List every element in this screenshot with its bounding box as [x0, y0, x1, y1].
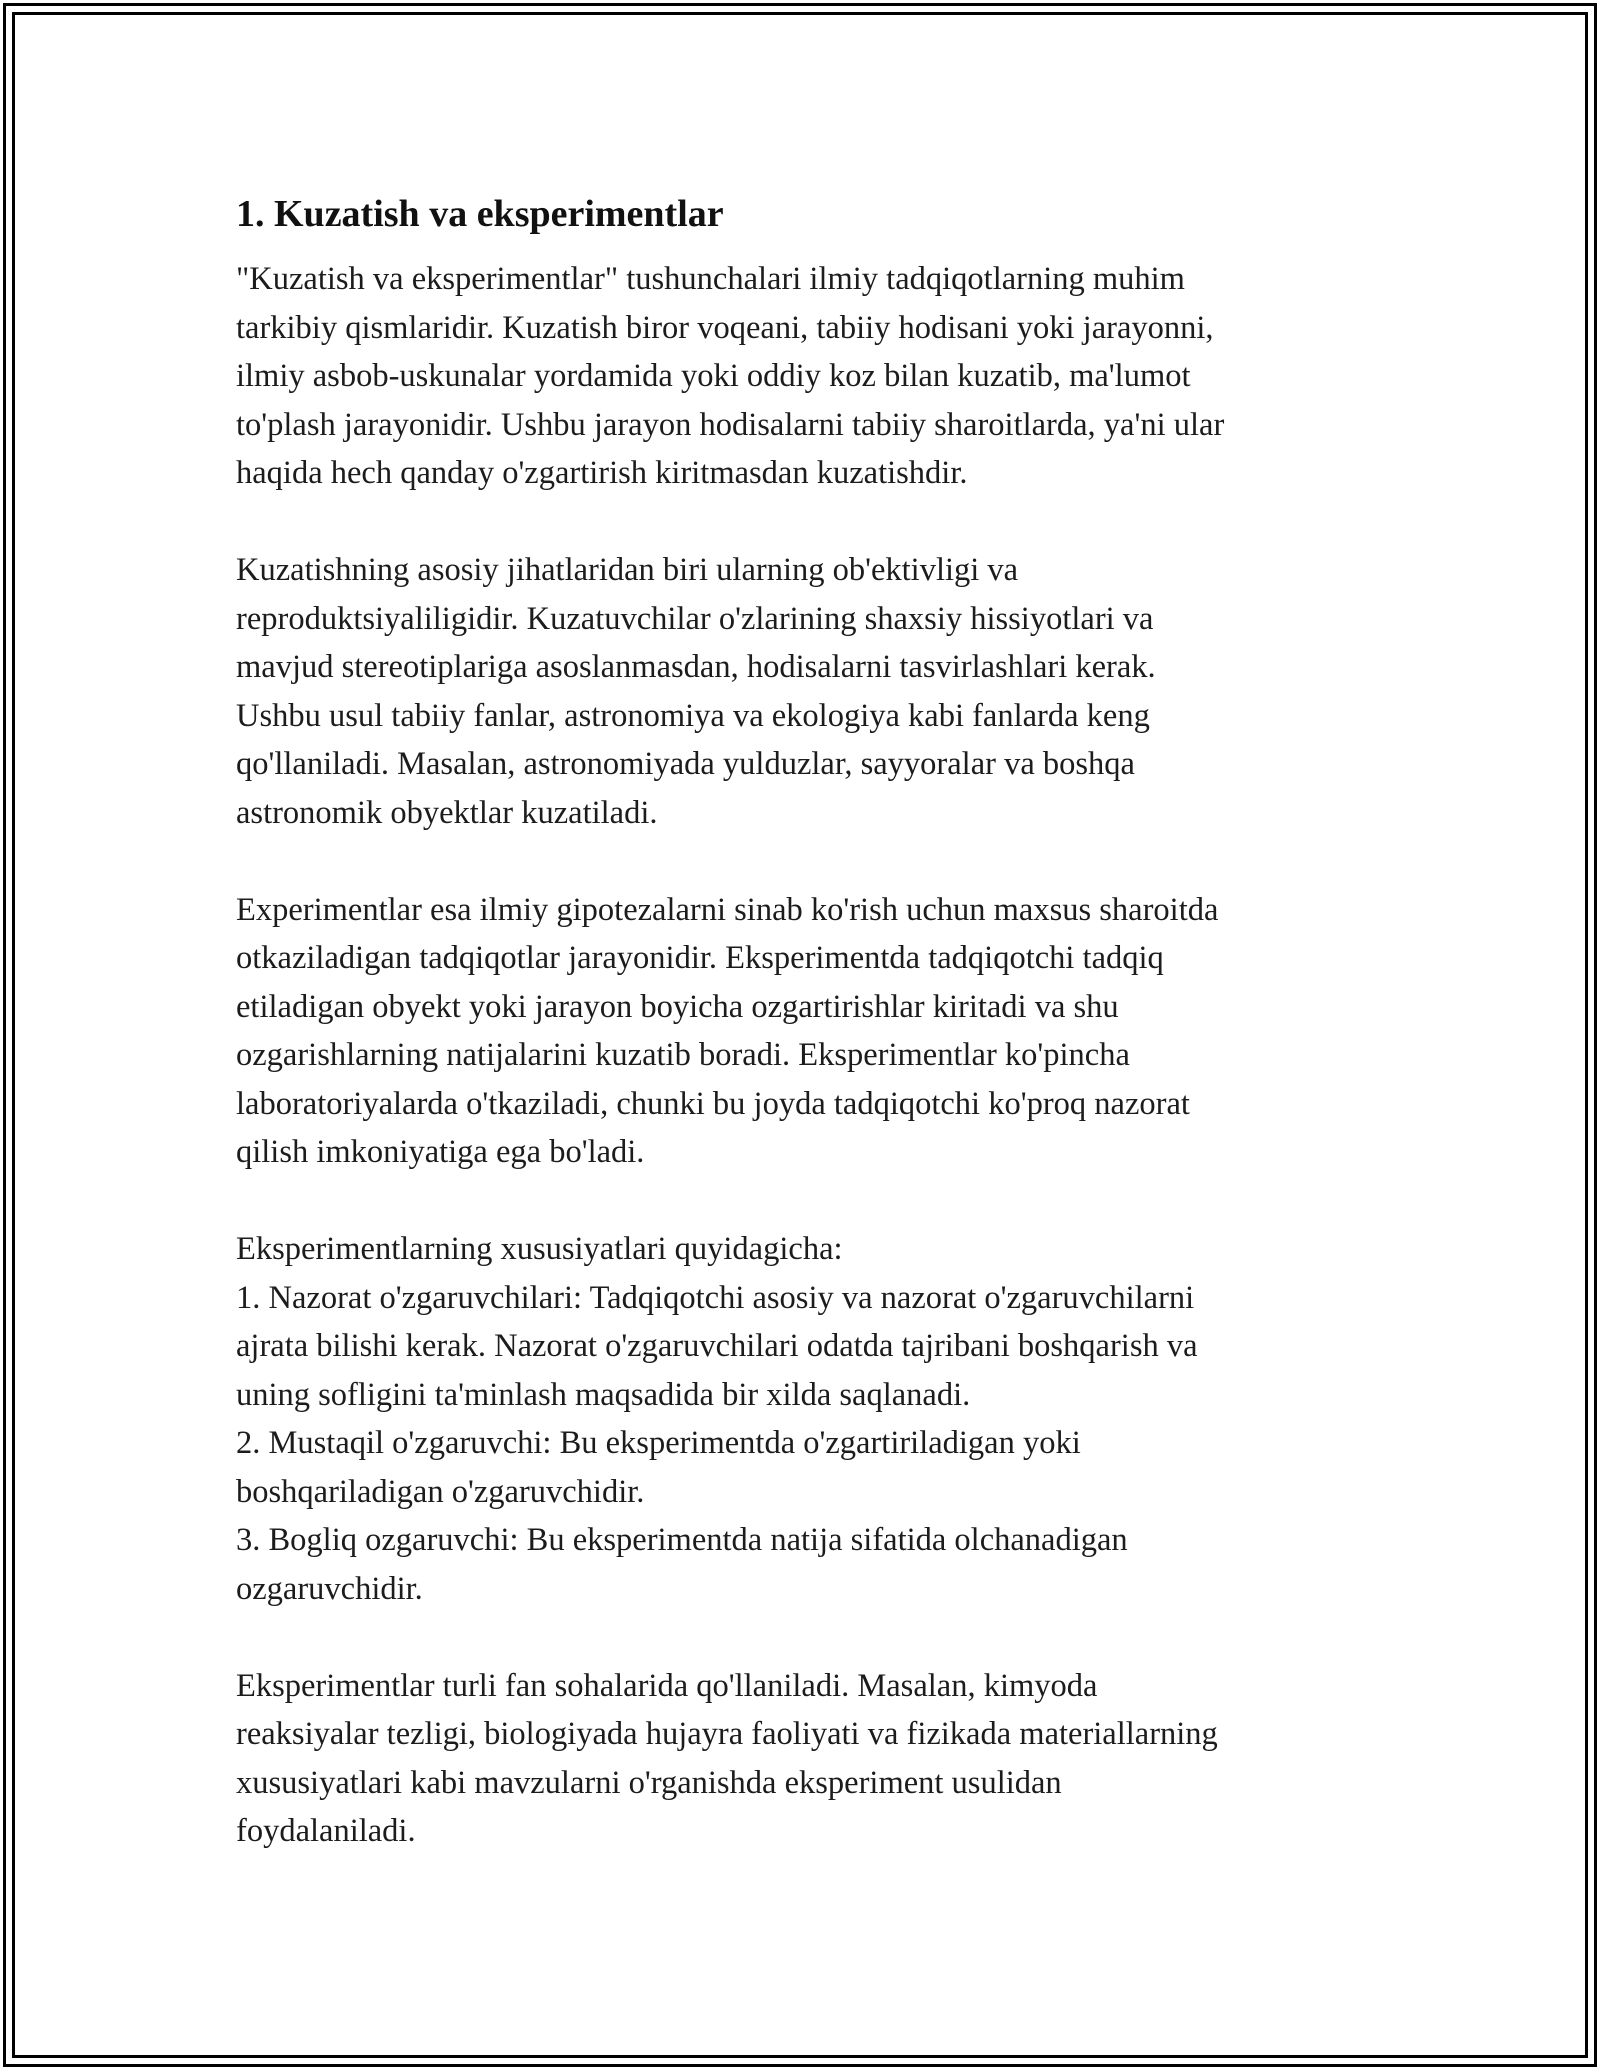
paragraph-spacer [236, 498, 1396, 547]
document-body [236, 183, 1396, 1856]
list-item: 2. Mustaqil o'zgaruvchi: Bu eksperimentda o'zgartiriladigan yoki boshqariladigan o'zgaruvchidir. [236, 1425, 1081, 1510]
paragraph-experiments-intro: Experimentlar esa ilmiy gipotezalarni sinab ko'rish uchun maxsus sharoitda otkaziladigan tadqiqotlar jarayonidir. Eksperimentda tadqiqotchi tadqiq etiladigan obyekt yoki jarayon boyicha ozgartirishlar kiritadi va shu ozgarishlarning natijalarini kuzatib boradi. Eksperimentlar ko'pincha laboratoriyalarda o'tkaziladi, chunki bu joyda tadqiqotchi ko'proq nazorat qilish imkoniyatiga ega bo'ladi. [236, 891, 1219, 1170]
section-heading: 1. Kuzatish va eksperimentlar [236, 193, 724, 235]
list-item: 1. Nazorat o'zgaruvchilari: Tadqiqotchi asosiy va nazorat o'zgaruvchilarni ajrata bilishi kerak. Nazorat o'zgaruvchilari odatda tajribani boshqarish va uning sofligini ta'minlash maqsadida bir xilda saqlanadi. [236, 1279, 1198, 1413]
list-item: 3. Bogliq ozgaruvchi: Bu eksperimentda natija sifatida olchanadigan ozgaruvchidir. [236, 1522, 1128, 1607]
paragraph-observation-objectivity: Kuzatishning asosiy jihatlaridan biri ularning ob'ektivligi va reproduktsiyaliligidir. Kuzatuvchilar o'zlarining shaxsiy hissiyotlari va mavjud stereotiplariga asoslanmasdan, hodisalarni tasvirlashlari kerak. Ushbu usul tabiiy fanlar, astronomiya va ekologiya kabi fanlarda keng qo'llaniladi. Masalan, astronomiyada yulduzlar, sayyoralar va boshqa astronomik obyektlar kuzatiladi. [236, 552, 1156, 831]
list-intro: Eksperimentlarning xususiyatlari quyidagicha: [236, 1231, 843, 1267]
paragraph-experiment-fields: Eksperimentlar turli fan sohalarida qo'llaniladi. Masalan, kimyoda reaksiyalar tezligi, biologiyada hujayra faoliyati va fizikada materiallarning xususiyatlari kabi mavzularni o'rganishda eksperiment usulidan foydalaniladi. [236, 1667, 1218, 1849]
paragraph-spacer [236, 1613, 1396, 1662]
paragraph-spacer [236, 1177, 1396, 1226]
paragraph-observation-intro: "Kuzatish va eksperimentlar" tushunchalari ilmiy tadqiqotlarning muhim tarkibiy qismlaridir. Kuzatish biror voqeani, tabiiy hodisani yoki jarayonni, ilmiy asbob-uskunalar yordamida yoki oddiy koz bilan kuzatib, ma'lumot to'plash jarayonidir. Ushbu jarayon hodisalarni tabiiy sharoitlarda, ya'ni ular haqida hech qanday o'zgartirish kiritmasdan kuzatishdir. [236, 261, 1225, 491]
paragraph-spacer [236, 837, 1396, 886]
